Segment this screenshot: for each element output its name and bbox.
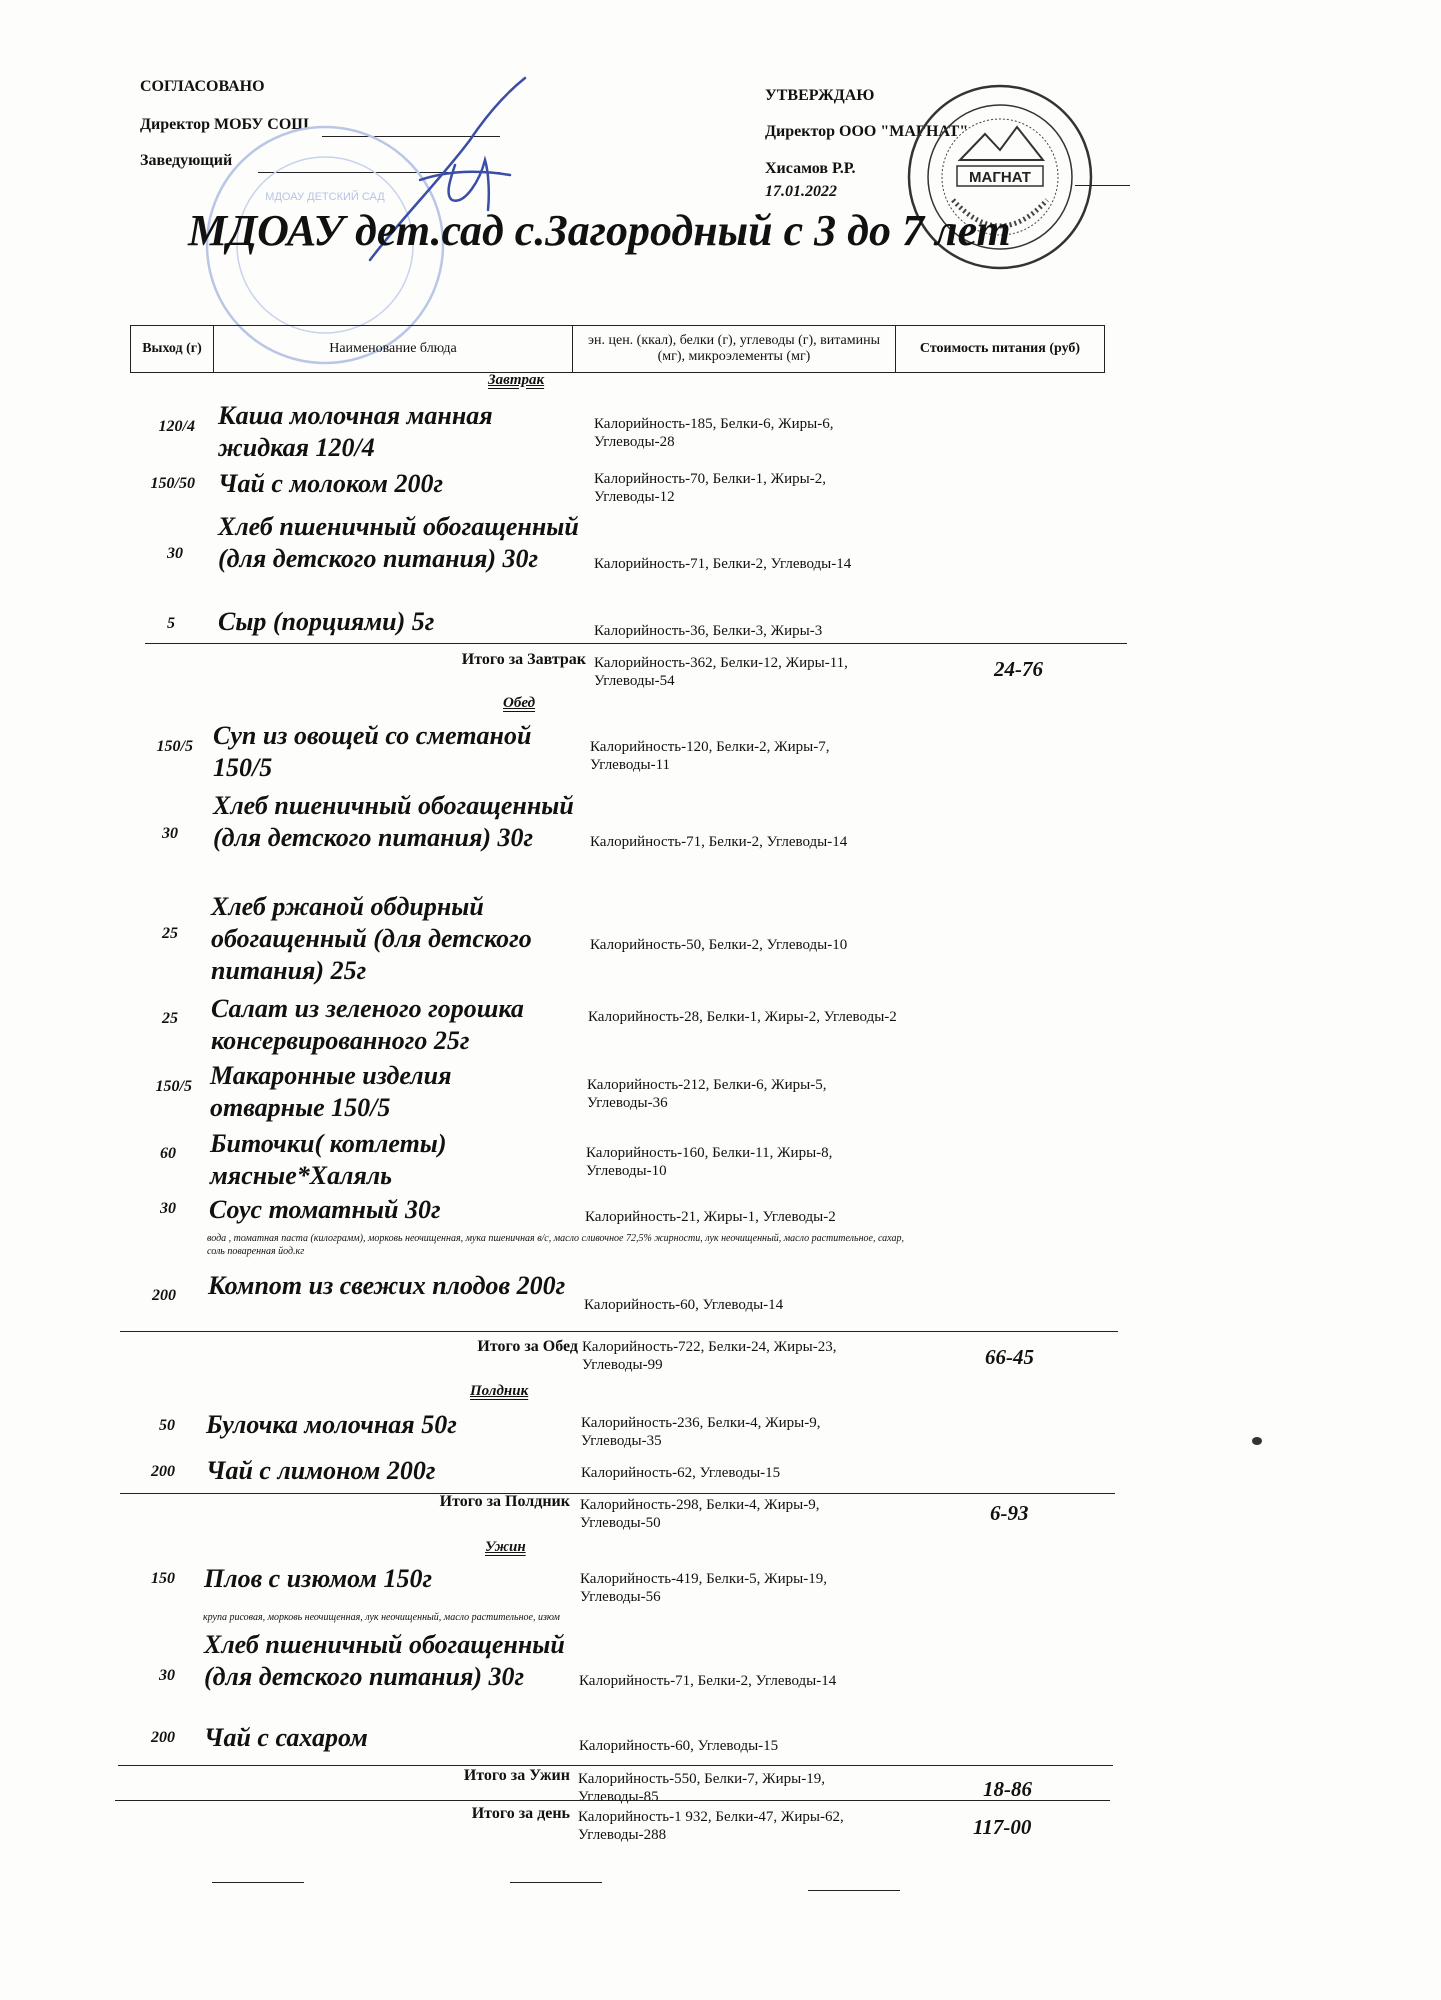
signature-line	[808, 1890, 900, 1891]
item-name: Биточки( котлеты) мясные*Халяль	[210, 1129, 447, 1190]
item-name: Салат из зеленого горошка консервированного 25г	[211, 994, 524, 1055]
scan-speck	[1252, 1437, 1262, 1445]
item-name: Плов с изюмом 150г	[204, 1564, 433, 1593]
total-cost: 24-76	[994, 657, 1043, 681]
item-yield: 120/4	[158, 418, 195, 435]
item-yield: 200	[151, 1729, 175, 1746]
item-nutrition: Калорийность-236, Белки-4, Жиры-9, Углеводы-35	[581, 1415, 821, 1449]
section-title-lunch: Обед	[503, 695, 536, 711]
item-nutrition: Калорийность-185, Белки-6, Жиры-6, Углеводы-28	[594, 416, 834, 450]
col-name-header: Наименование блюда	[214, 326, 573, 373]
divider	[145, 643, 1127, 644]
divider	[120, 1331, 1118, 1332]
item-yield: 200	[151, 1463, 175, 1480]
total-cost: 6-93	[990, 1501, 1029, 1525]
total-nutrition: Калорийность-722, Белки-24, Жиры-23, Углеводы-99	[582, 1339, 837, 1373]
item-nutrition: Калорийность-21, Жиры-1, Углеводы-2	[585, 1209, 836, 1225]
total-label: Итого за Завтрак	[461, 651, 586, 668]
item-name: Хлеб ржаной обдирный обогащенный (для детского питания) 25г	[211, 892, 532, 985]
signature-line	[510, 1882, 602, 1883]
item-yield: 30	[159, 1667, 175, 1684]
item-yield: 150/5	[155, 1078, 192, 1095]
divider	[118, 1765, 1113, 1766]
item-yield: 25	[162, 925, 178, 942]
item-yield: 200	[152, 1287, 176, 1304]
item-yield: 150	[151, 1570, 175, 1587]
item-yield: 5	[167, 615, 175, 632]
total-label: Итого за Обед	[477, 1338, 578, 1355]
item-name: Компот из свежих плодов 200г	[208, 1271, 566, 1300]
item-nutrition: Калорийность-120, Белки-2, Жиры-7, Углеводы-11	[590, 739, 830, 773]
item-nutrition: Калорийность-50, Белки-2, Углеводы-10	[590, 937, 848, 953]
item-nutrition: Калорийность-60, Углеводы-14	[584, 1297, 784, 1313]
director-school-label: Директор МОБУ СОШ	[140, 116, 309, 133]
item-name: Макаронные изделия отварные 150/5	[210, 1061, 452, 1122]
item-name: Хлеб пшеничный обогащенный (для детского питания) 30г	[218, 512, 579, 573]
page-title: МДОАУ дет.сад с.Загородный с 3 до 7 лет	[188, 206, 1011, 255]
col-cost-header: Стоимость питания (руб)	[896, 326, 1105, 373]
item-yield: 60	[160, 1145, 176, 1162]
item-yield: 30	[160, 1200, 176, 1217]
item-yield: 150/50	[150, 475, 195, 492]
item-ingredients: крупа рисовая, морковь неочищенная, лук неочищенный, масло растительное, изюм	[203, 1612, 560, 1623]
item-yield: 150/5	[156, 738, 193, 755]
total-nutrition: Калорийность-550, Белки-7, Жиры-19, Углеводы-85	[578, 1771, 825, 1805]
item-nutrition: Калорийность-36, Белки-3, Жиры-3	[594, 623, 823, 639]
item-nutrition: Калорийность-212, Белки-6, Жиры-5, Углеводы-36	[587, 1077, 827, 1111]
approved-label: СОГЛАСОВАНО	[140, 78, 265, 95]
item-nutrition: Калорийность-62, Углеводы-15	[581, 1465, 781, 1481]
item-name: Каша молочная манная жидкая 120/4	[218, 401, 493, 462]
menu-table-header	[130, 325, 1105, 373]
item-yield: 25	[162, 1010, 178, 1027]
item-name: Суп из овощей со сметаной 150/5	[213, 721, 532, 782]
item-name: Чай с лимоном 200г	[206, 1456, 436, 1485]
director-name: Хисамов Р.Р.	[765, 160, 856, 177]
item-name: Чай с молоком 200г	[218, 469, 444, 498]
item-nutrition: Калорийность-28, Белки-1, Жиры-2, Углеводы-2	[588, 1009, 897, 1025]
item-name: Чай с сахаром	[204, 1723, 368, 1752]
day-total-cost: 117-00	[973, 1815, 1032, 1839]
item-nutrition: Калорийность-160, Белки-11, Жиры-8, Углеводы-10	[586, 1145, 833, 1179]
divider	[120, 1493, 1115, 1494]
day-total-nutrition: Калорийность-1 932, Белки-47, Жиры-62, Углеводы-288	[578, 1809, 844, 1843]
item-yield: 50	[159, 1417, 175, 1434]
total-label: Итого за Ужин	[463, 1767, 570, 1784]
total-cost: 66-45	[985, 1345, 1034, 1369]
col-yield-header: Выход (г)	[131, 326, 214, 373]
item-name: Сыр (порциями) 5г	[218, 607, 435, 636]
section-title-snack: Полдник	[470, 1383, 529, 1399]
total-nutrition: Калорийность-298, Белки-4, Жиры-9, Углеводы-50	[580, 1497, 820, 1531]
item-nutrition: Калорийность-71, Белки-2, Углеводы-14	[590, 834, 848, 850]
director-company-label: Директор ООО "МАГНАТ"	[765, 123, 969, 140]
svg-text:МАГНАТ: МАГНАТ	[969, 169, 1031, 186]
svg-text:МДОАУ ДЕТСКИЙ САД: МДОАУ ДЕТСКИЙ САД	[265, 191, 385, 203]
item-nutrition: Калорийность-70, Белки-1, Жиры-2, Углеводы-12	[594, 471, 826, 505]
item-name: Соус томатный 30г	[209, 1195, 441, 1224]
item-ingredients: вода , томатная паста (килограмм), морковь неочищенная, мука пшеничная в/с, масло сливочное 72,5% жирности, лук неочищенный, масло растительное, сахар, соль поваренная йод.кг	[207, 1233, 904, 1257]
section-title-breakfast: Завтрак	[488, 372, 545, 388]
day-total-label: Итого за день	[471, 1805, 570, 1822]
signature-line	[212, 1882, 304, 1883]
total-nutrition: Калорийность-362, Белки-12, Жиры-11, Углеводы-54	[594, 655, 848, 689]
signature-line	[1075, 185, 1130, 186]
total-label: Итого за Полдник	[439, 1493, 570, 1510]
item-name: Хлеб пшеничный обогащенный (для детского питания) 30г	[204, 1630, 565, 1691]
divider	[115, 1800, 1110, 1801]
approval-date: 17.01.2022	[765, 183, 837, 200]
item-yield: 30	[167, 545, 183, 562]
item-name: Булочка молочная 50г	[206, 1410, 457, 1439]
item-name: Хлеб пшеничный обогащенный (для детского питания) 30г	[213, 791, 574, 852]
section-title-dinner: Ужин	[485, 1539, 526, 1555]
total-cost: 18-86	[983, 1777, 1032, 1801]
item-nutrition: Калорийность-60, Углеводы-15	[579, 1738, 779, 1754]
confirm-label: УТВЕРЖДАЮ	[765, 87, 875, 104]
col-nutrition-header: эн. цен. (ккал), белки (г), углеводы (г), витамины (мг), микроэлементы (мг)	[573, 326, 896, 373]
item-nutrition: Калорийность-71, Белки-2, Углеводы-14	[579, 1673, 837, 1689]
manager-label: Заведующий	[140, 152, 233, 169]
item-nutrition: Калорийность-419, Белки-5, Жиры-19, Углеводы-56	[580, 1571, 827, 1605]
item-yield: 30	[162, 825, 178, 842]
item-nutrition: Калорийность-71, Белки-2, Углеводы-14	[594, 556, 852, 572]
